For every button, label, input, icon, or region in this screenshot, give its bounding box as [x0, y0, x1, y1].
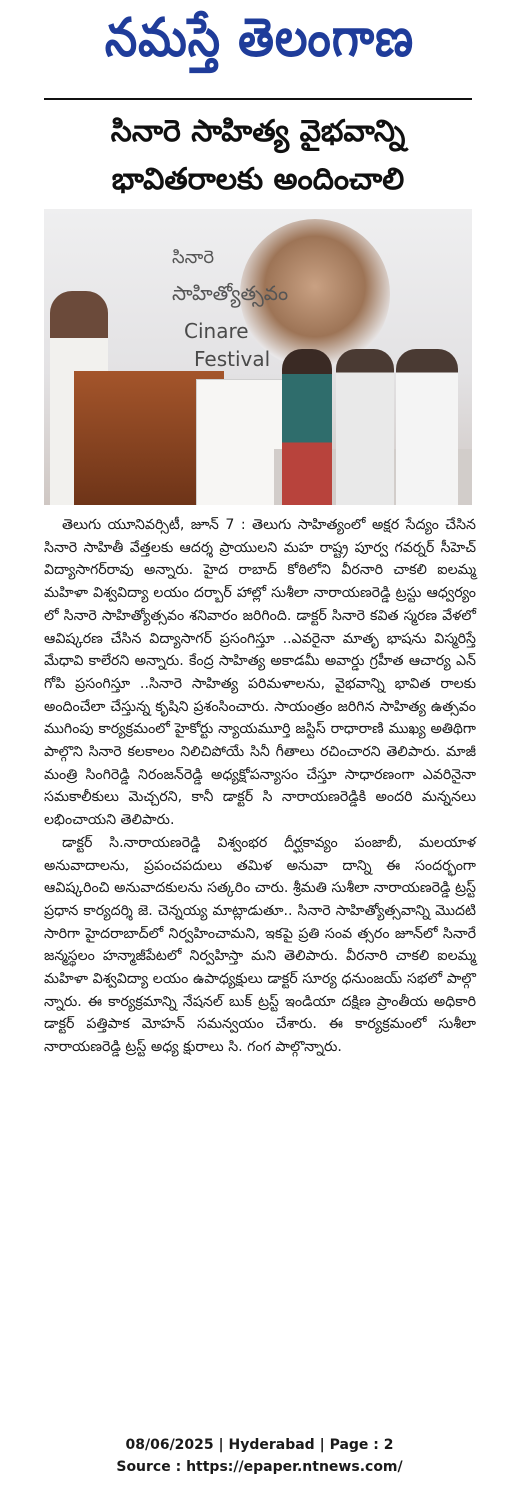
- article-body: [44, 514, 476, 1059]
- headline-line-2: భావితరాలకు అందించాలి: [111, 162, 405, 197]
- banner-text-line-4: Festival: [194, 347, 271, 371]
- masthead: [0, 8, 519, 80]
- banner-text-line-2: సాహిత్యోత్సవం: [172, 281, 289, 305]
- page-dateline: 08/06/2025 | Hyderabad | Page : 2: [125, 1437, 394, 1453]
- source-line: Source : https://epaper.ntnews.com/: [116, 1459, 403, 1475]
- seated-guest: [396, 349, 458, 505]
- article-paragraph: తెలుగు యూనివర్సిటీ, జూన్ 7 : తెలుగు సాహిత్యంలో అక్షర సేద్యం చేసిన సినారె సాహితీ వేత్తలకు ఆదర్శ ప్రాయులని మహ రాష్ట్ర పూర్వ గవర్నర్ సీహెచ్ విద్యాసాగర్‌రావు అన్నారు. హైద రాబాద్ కోఠిలోని వీరనారి చాకలి ఐలమ్మ మహిళా విశ్వవిద్యా లయం దర్బార్ హాల్లో సుశీలా నారాయణరెడ్డి ట్రస్టు ఆధ్వర్యం లో సినారె సాహిత్యోత్సవం శనివారం జరిగింది. డాక్టర్ సినారె కవిత స్మరణ వేళలో ఆవిష్కరణ చేసిన విద్యాసాగర్ ప్రసంగిస్తూ ..ఎవరైనా మాతృ భాషను విస్మరిస్తే మేధావి కాలేరని అన్నారు. కేంద్ర సాహిత్య అకాడమీ అవార్డు గ్రహీత ఆచార్య ఎన్ గోపి ప్రసంగిస్తూ ..సినారె సాహిత్య పరిమళాలను, వైభవాన్ని భావిత రాలకు అందించేలా చేస్తున్న కృషిని ప్రశంసించారు. సాయంత్రం జరిగిన సాహిత్య ఉత్సవం ముగింపు కార్యక్రమంలో హైకోర్టు న్యాయమూర్తి జస్టిస్ రాధారాణి ముఖ్య అతిథిగా పాల్గొని సినారె కలకాలం నిలిచిపోయే సినీ గీతాలు రచించారని తెలిపారు. మాజీ మంత్రి సింగిరెడ్డి నిరంజన్‌రెడ్డి అధ్యక్షోపన్యాసం చేస్తూ సాధారణంగా ఎవరినైనా సమకాలీకులు మెచ్చరని, కానీ డాక్టర్ సి నారాయణరెడ్డికి అందరి మన్ననలు లభించాయని తెలిపారు.: [44, 517, 476, 829]
- seated-guest: [336, 349, 394, 505]
- newspaper-title: నమస్తే తెలంగాణ: [104, 6, 415, 69]
- divider: [44, 98, 472, 100]
- headline: [44, 108, 472, 204]
- article-paragraph: డాక్టర్ సి.నారాయణరెడ్డి విశ్వంభర దీర్ఘకావ్యం పంజాబీ, మలయాళ అనువాదాలను, ప్రపంచపదులు తమిళ అనువా దాన్ని ఈ సందర్భంగా ఆవిష్కరించి అనువాదకులను సత్కరిం చారు. శ్రీమతి సుశీలా నారాయణరెడ్డి ట్రస్ట్ ప్రధాన కార్యదర్శి జె. చెన్నయ్య మాట్లాడుతూ.. సినారె సాహిత్యోత్సవాన్ని మొదటి సారిగా హైదరాబాద్‌లో నిర్వహించామని, ఇకపై ప్రతి సంవ త్సరం జూన్‌లో సినారే జన్మస్థలం హన్మాజీపేటలో నిర్వహిస్తా మని తెలిపారు. వీరనారి చాకలి ఐలమ్మ మహిళా విశ్వవిద్యా లయం ఉపాధ్యక్షులు డాక్టర్ సూర్య ధనుంజయ్ సభలో పాల్గొ న్నారు. ఈ కార్యక్రమాన్ని నేషనల్ బుక్ ట్రస్ట్ ఇండియా దక్షిణ ప్రాంతీయ అధికారి డాక్టర్ పత్తిపాక మోహన్ సమన్వయం చేశారు. ఈ కార్యక్రమంలో సుశీలా నారాయణరెడ్డి ట్రస్ట్ అధ్య క్షురాలు సి. గంగ పాల్గొన్నారు.: [44, 834, 476, 1056]
- banner-text-line-1: సినారె: [172, 247, 215, 268]
- banner-text-line-3: Cinare: [184, 319, 249, 343]
- event-photo: [44, 209, 472, 505]
- headline-line-1: సినారె సాహిత్య వైభవాన్ని: [110, 114, 406, 149]
- seated-guest: [282, 349, 332, 505]
